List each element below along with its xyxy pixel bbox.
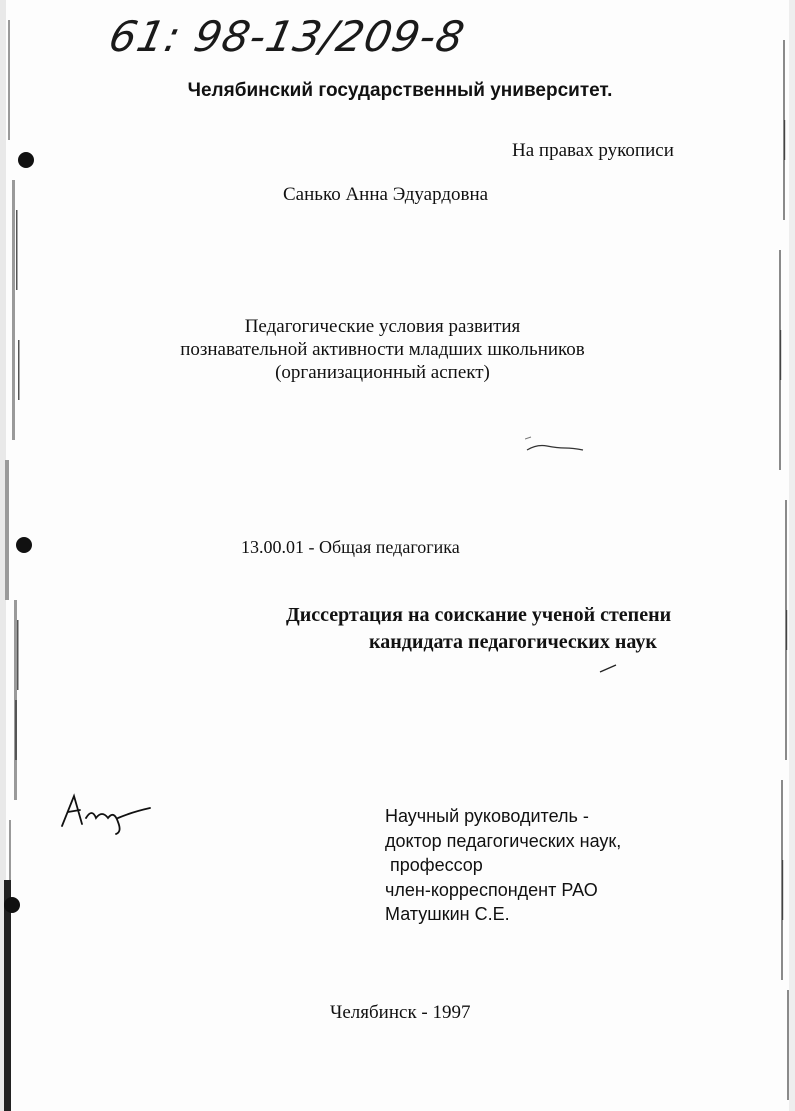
degree-line-2: кандидата педагогических наук [369, 631, 657, 653]
pen-scribble-mark [525, 436, 585, 456]
title-line-3: (организационный аспект) [275, 362, 490, 383]
archive-code-handwritten: 61: 98-13/209-8 [104, 12, 470, 61]
supervisor-membership: член-корреспондент РАО [385, 879, 598, 900]
author-name: Санько Анна Эдуардовна [283, 184, 489, 205]
scan-edge-right [765, 0, 795, 1111]
signature-stroke [58, 788, 158, 838]
supervisor-name: Матушкин С.Е. [385, 904, 510, 924]
title-line-1: Педагогические условия развития [244, 316, 521, 337]
rights-note: На правах рукописи [512, 140, 674, 161]
signature-handwritten [58, 788, 158, 838]
title-line-2: познавательной активности младших школьников [180, 339, 585, 360]
supervisor-degree: доктор педагогических наук, [385, 830, 622, 851]
specialty-code: 13.00.01 - Общая педагогика [241, 537, 460, 557]
scan-edge-left [0, 0, 40, 1111]
university-name: Челябинский государственный университет. [187, 80, 613, 101]
supervisor-role: Научный руководитель - [385, 806, 589, 826]
degree-line-1: Диссертация на соискание ученой степени [286, 604, 672, 626]
degree-statement [286, 602, 671, 656]
pen-dash-mark [598, 662, 618, 674]
supervisor-title: профессор [390, 855, 483, 875]
supervisor-block [385, 804, 621, 927]
dissertation-title [0, 315, 765, 384]
city-year: Челябинск - 1997 [330, 1002, 471, 1023]
